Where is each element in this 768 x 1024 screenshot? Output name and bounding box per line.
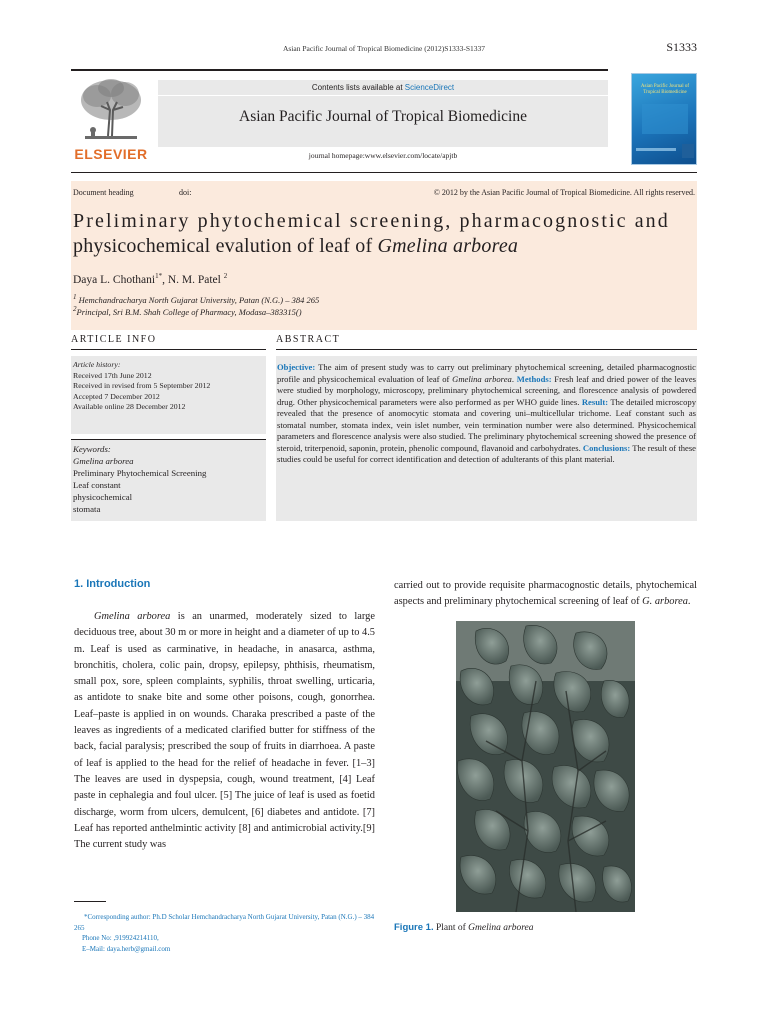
figure-label: Figure 1. [394,922,434,933]
keyword-item: Gmelina arborea [73,456,134,466]
history-item: Available online 28 December 2012 [73,402,186,411]
history-item: Accepted 7 December 2012 [73,391,160,401]
article-info-heading: ARTICLE INFO [71,334,266,350]
footnote-rule [74,901,106,902]
plant-leaves-image [456,621,635,912]
keyword-item: Leaf constant [73,480,121,490]
conclusions-text: The result of these studies could be useful for correct identification and detection of adulterants of this plant material. [277,442,696,464]
page-number: S1333 [666,40,697,54]
intro-continuation [394,578,697,611]
intro-species: Gmelina arborea [94,611,171,622]
tree-icon [71,76,151,146]
document-heading: Document heading [73,188,134,197]
result-label: Result: [581,396,609,407]
contents-prefix: Contents lists available at [311,83,405,92]
methods-text: Fresh leaf and dried power of the leaves were studied by morphology, microscopy, preliminary phytochemical screening, and florescence analysis of powdered drug. Other physicochemical parameters were also performed as per WHO guide lines. [277,373,697,407]
authors [73,272,227,286]
history-label: Article history: [73,360,121,369]
intro-text: is an unarmed, moderately sized to large deciduous tree, about 30 m or more in height and a diameter of up to 4.5 m. Leaf is used as carminative, in headache, in anasarca, asthma, bronchitis, cholera, colic pain, dropsy, epilepsy, phthisis, rheumatism, small pox, sore, spleen complaints, syphilis, throat swelling, urticaria, as antidote to snake bite and some other poisons, cough, gonorrhea. Leaf–paste is applied in on wounds. Charaka prescribed a paste of the leaves as ingredients of a medicated clarified butter for stiffness of the back, facial paralysis; prescribed the soup of fruits in diarrhoea. A paste of leaf is applied to the head for the relief of headache in fever. [1–3] The leaves are used in dyspepsia, cough, wound treatment, [4] Leaf paste in cephalegia and foul ulcer. [5] The juice of leaf is used as foetid discharge, worm from ulcers, demulcent, [6] diabetes and antidote. [7] Leaf has reported anthelmintic activity [8] and antimicrobial activity.[9] The current study was [74,611,375,851]
history-item: Received 17th June 2012 [73,370,152,380]
cover-title: Asian Pacific Journal of Tropical Biomedicine [640,84,690,95]
article-info-column [71,334,266,350]
keyword-item: stomata [73,504,101,514]
journal-homepage[interactable]: journal homepage:www.elsevier.com/locate/apjtb [308,151,458,160]
article-title [73,209,697,259]
affiliation-2 [73,305,302,317]
sciencedirect-link[interactable]: ScienceDirect [404,83,455,92]
doi-label: doi: [179,188,192,197]
elsevier-logo [71,76,151,164]
journal-cover-image [631,73,697,165]
affiliation-2-sup: 2 [73,305,77,313]
author-2-sup: 2 [223,272,228,280]
keywords-label: Keywords: [73,444,111,454]
objective-text: The aim of present study was to carry out preliminary phytochemical screening, detailed pharmacognostic profile and physicochemical evaluation of leaf of [277,362,696,384]
intro-paragraph [74,609,375,853]
author-1-sup: 1* [155,272,163,280]
copyright: © 2012 by the Asian Pacific Journal of Tropical Biomedicine. All rights reserved. [433,188,695,197]
result-text: The detailed microscopy revealed that the presence of anomocytic stomata and covering uni–multicellular trichome. Leaf constant such as stomatal number, stomata index, vein islet number, vein termination number were also determined. Physicochemical parameters and florescence analysis were also studied. The preliminary phytochemical screening showed the presence of steroid, triterpenoid, saponin, protein, phenolic compound, flavanoid and carbohydrates. [277,396,696,453]
article-history [71,356,266,434]
continuation-text: carried out to provide requisite pharmacognostic details, phytochemical aspects and preliminary phytochemical screening of leaf of [394,580,697,608]
objective-species: Gmelina arborea [452,373,512,384]
objective-end: . [511,373,514,384]
contents-band [158,80,608,95]
title-line-1: Preliminary phytochemical screening, pharmacognostic and [73,210,670,232]
plant-photo [456,621,635,912]
figure-caption-species: Gmelina arborea [468,923,534,933]
abstract-body [276,356,697,521]
continuation-end: . [687,596,691,608]
section-heading: 1. Introduction [74,578,151,590]
title-line-2-text: physicochemical evalution of leaf of [73,235,378,257]
objective-label: Objective: [277,362,316,372]
methods-label: Methods: [516,373,552,384]
keyword-item: physicochemical [73,492,133,502]
journal-title: Asian Pacific Journal of Tropical Biomedicine [239,108,527,125]
running-head: Asian Pacific Journal of Tropical Biomedicine (2012)S1333-S1337 [282,44,486,53]
title-line-2 [73,234,697,259]
corresponding-author-footnote [74,912,375,954]
cover-art-icon [632,74,697,165]
footnote-email[interactable]: E–Mail: daya.herb@gmail.com [82,944,171,953]
author-2: , N. M. Patel [162,273,224,286]
figure-caption [394,922,534,933]
keyword-item: Preliminary Phytochemical Screening [73,468,207,478]
continuation-species: G. arborea [642,596,688,608]
conclusions-label: Conclusions: [582,442,631,453]
author-1: Daya L. Chothani [73,273,156,286]
affiliation-1-sup: 1 [73,293,77,301]
history-item: Received in revised from 5 September 2012 [73,381,211,390]
abstract-column [276,334,697,350]
affiliation-2-text: Principal, Sri B.M. Shah College of Pharmacy, Modasa–383315() [76,306,302,317]
masthead-rule [71,172,697,173]
footnote-line: Phone No: ,919924214110, [82,934,159,942]
abstract-heading: ABSTRACT [276,334,697,350]
affiliation-1 [73,293,319,305]
affiliation-1-text: Hemchandracharya North Gujarat University, Patan (N.G.) – 384 265 [76,294,320,305]
figure-caption-text: Plant of [433,923,469,933]
title-species: Gmelina arborea [377,235,519,257]
footnote-line: *Corresponding author: Ph.D Scholar Hemchandracharya North Gujarat University, Patan (N.G.) – 384 265 [74,913,375,932]
elsevier-wordmark: ELSEVIER [74,146,148,162]
keywords [71,439,266,521]
